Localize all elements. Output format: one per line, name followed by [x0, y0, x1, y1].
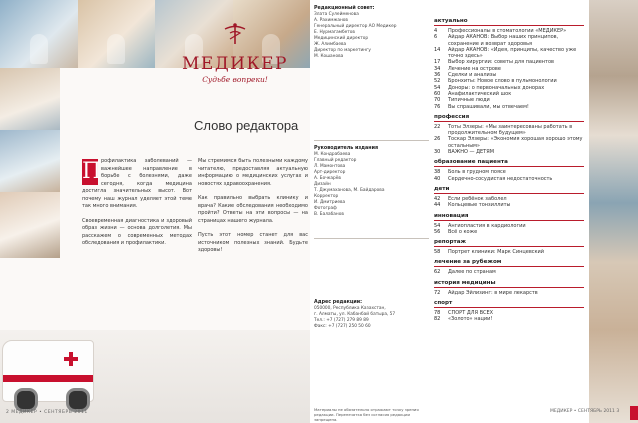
- editorial-column-2: [198, 158, 308, 262]
- toc-title: Далее по странам: [448, 269, 496, 276]
- photo-doctor-patient: [0, 0, 78, 68]
- wheel-icon: [14, 388, 38, 412]
- toc-section-heading: история медицины: [434, 280, 584, 288]
- staff-line: Т. Джумаханова, М. Байдарова: [314, 188, 385, 193]
- staff-line: Директор по маркетингу: [314, 48, 371, 53]
- toc-page-number: 4: [434, 28, 438, 34]
- editorial-page: [0, 0, 310, 423]
- toc-section-heading: лечение за рубежом: [434, 259, 584, 267]
- staff-line: Дизайн: [314, 182, 331, 187]
- toc-title: Ангиопластия в кардиологии: [448, 222, 526, 229]
- toc-item[interactable]: [434, 104, 584, 110]
- toc-page-number: 14: [434, 46, 441, 53]
- photo-child-exam: [78, 0, 156, 68]
- toc-item[interactable]: [434, 316, 584, 322]
- staff-line: Фотограф: [314, 206, 337, 211]
- staff-line: Главный редактор: [314, 158, 357, 163]
- page-title: Слово редактора: [194, 118, 299, 133]
- toc-title: Лечение на острове: [448, 65, 501, 72]
- toc-item[interactable]: [434, 47, 584, 60]
- red-cross-icon: [63, 351, 79, 367]
- toc-title: Портрет клиники: Марк Синцевский: [448, 249, 545, 256]
- staff-line: А. Рахимжанов: [314, 18, 348, 23]
- toc-page-number: 52: [434, 78, 441, 85]
- toc-section-heading: инновация: [434, 213, 584, 221]
- toc-title: Бронхиты: Новое слово в пульмонологии: [448, 78, 557, 85]
- staff-column: [310, 0, 434, 423]
- toc-page-number: 38: [434, 169, 441, 176]
- toc-page-number: 72: [434, 289, 441, 296]
- staff-line: М. Кошанова: [314, 54, 344, 59]
- photo-column-3: [0, 192, 60, 258]
- staff-line: Тел.: +7 (727) 279 89 89: [314, 318, 369, 323]
- toc-title: Айдар АКАНОВ: «Идея, принципы, качество уже точно здесь»: [448, 46, 577, 60]
- toc-item[interactable]: [434, 136, 584, 149]
- toc-item[interactable]: [434, 202, 584, 208]
- photo-column-1: [0, 68, 60, 130]
- staff-line: Генеральный директор АО Медикер: [314, 24, 397, 29]
- toc-page-number: 70: [434, 97, 441, 104]
- toc-title: Всё о коже: [448, 228, 478, 235]
- staff-line: Факс: +7 (727) 250 50 60: [314, 324, 371, 329]
- paragraph: Своевременная диагностика и здоровый образ жизни — основа долголетия. Мы расскажем о современных методах обследования и профилактики.: [82, 217, 192, 246]
- toc-item[interactable]: [434, 290, 584, 296]
- toc-title: Тоты Элзеры: «Мы заинтересованы работать в продолжительном будущем»: [448, 123, 573, 137]
- toc-page-number: 40: [434, 175, 441, 182]
- toc-page-number: 22: [434, 123, 441, 130]
- staff-line: И. Дмитриева: [314, 200, 346, 205]
- divider: [314, 238, 429, 239]
- staff-line: Ж. Алимбаева: [314, 42, 347, 47]
- toc-title: Тоскар Элзеры: «Экономия хорошая хорошо этому остальным»: [448, 136, 583, 149]
- toc-item[interactable]: [434, 124, 584, 137]
- brand-name: МЕДИКЕР: [182, 54, 288, 74]
- staff-heading: Руководитель издания: [314, 146, 379, 151]
- staff-line: Злата Сулейменова: [314, 12, 359, 17]
- toc-section-heading: дети: [434, 186, 584, 194]
- toc-item[interactable]: [434, 249, 584, 255]
- editorial-address: [314, 300, 429, 330]
- paragraph: Пусть этот номер станет для вас источником полезных знаний. Будьте здоровы!: [198, 232, 308, 253]
- photo-column: [0, 68, 60, 258]
- toc-title: Боль в грудном поясе: [448, 169, 506, 176]
- toc-page-number: 42: [434, 195, 441, 202]
- toc-item[interactable]: [434, 229, 584, 235]
- photo-column-2: [0, 130, 60, 192]
- wheel-icon: [66, 388, 90, 412]
- toc-item[interactable]: [434, 269, 584, 275]
- toc-item[interactable]: [434, 149, 584, 155]
- page-footer-left: 2 МЕДИКЕР • СЕНТЯБРЬ 2011: [6, 410, 88, 415]
- drop-cap: П: [82, 159, 102, 184]
- photo-column-right: [589, 0, 638, 423]
- contents-page: [434, 0, 638, 423]
- staff-heading: Адрес редакции:: [314, 300, 363, 305]
- toc-page-number: 62: [434, 269, 441, 276]
- toc-title: Анафилактический шок: [448, 90, 512, 97]
- toc-page-number: 54: [434, 222, 441, 229]
- staff-line: А. Бочкарёв: [314, 176, 341, 181]
- disclaimer: Материалы не обязательно отражают точку зрения редакции. Перепечатка без согласия редакции запрещена.: [314, 407, 419, 422]
- staff-line: Л. Мамонтова: [314, 164, 346, 169]
- toc-section-heading: репортаж: [434, 239, 584, 247]
- staff-line: М. Кондрабаева: [314, 152, 351, 157]
- toc-page-number: 60: [434, 90, 441, 97]
- paragraph: рофилактика заболеваний — важнейшее направление в борьбе с болезнями, даже сегодня, когда медицина достигла значительных высот. Вот почему наш журнал уделяет этой теме так много внимания.: [82, 158, 192, 209]
- toc-title: «Золото» нации!: [448, 316, 493, 323]
- staff-line: Корректор: [314, 194, 339, 199]
- page-tab: [630, 406, 638, 420]
- toc-section-heading: спорт: [434, 300, 584, 308]
- staff-line: Е. Нурмагамбетов: [314, 30, 355, 35]
- toc-page-number: 56: [434, 228, 441, 235]
- toc-page-number: 6: [434, 34, 438, 41]
- staff-line: Медицинский директор: [314, 36, 369, 41]
- staff-line: Арт-директор: [314, 170, 346, 175]
- toc-page-number: 82: [434, 316, 441, 323]
- toc-title: ВАЖНО — ДЕТЯМ: [448, 149, 495, 156]
- toc-title: Сердечно-сосудистая недостаточность: [448, 175, 553, 182]
- staff-heading: Редакционный совет:: [314, 6, 375, 11]
- paragraph: Как правильно выбрать клинику и врача? Какие обследования необходимо пройти? Ответы на эти вопросы — на страницах нашего журнала.: [198, 195, 308, 224]
- toc-item[interactable]: [434, 34, 584, 47]
- toc-title: Профессионалы в стоматологии «МЕДИКЕР»: [448, 28, 567, 34]
- staff-list: [314, 146, 429, 218]
- table-of-contents: [434, 14, 584, 323]
- toc-page-number: 36: [434, 72, 441, 79]
- toc-title: Типичные люди: [448, 97, 490, 104]
- toc-title: Доноры: о первоначальных донорах: [448, 84, 545, 91]
- ambulance-stripe: [3, 375, 93, 382]
- toc-title: Если ребёнок заболел: [448, 195, 507, 202]
- editorial-board: [314, 6, 429, 60]
- toc-page-number: 54: [434, 84, 441, 91]
- toc-title: СПОРТ ДЛЯ ВСЕХ: [448, 310, 494, 317]
- caduceus-icon: [222, 22, 248, 46]
- toc-page-number: 17: [434, 59, 441, 66]
- toc-section-heading: актуально: [434, 18, 584, 26]
- toc-page-number: 76: [434, 103, 441, 110]
- toc-page-number: 44: [434, 202, 441, 209]
- editorial-column-1: [82, 158, 192, 255]
- paragraph: Мы стремимся быть полезными каждому читателю, предоставляя актуальную информацию о медицинских услугах и новостях здравоохранения.: [198, 158, 308, 187]
- staff-line: В. Балабанов: [314, 212, 344, 217]
- toc-section-heading: образование пациента: [434, 159, 584, 167]
- divider: [314, 140, 429, 141]
- page-footer-right: МЕДИКЕР • СЕНТЯБРЬ 2011 3: [550, 409, 620, 414]
- toc-title: Айдар Эйлизинг: в мире лекарств: [448, 289, 538, 296]
- toc-page-number: 26: [434, 136, 441, 143]
- toc-title: Айдар АКАНОВ: Выбор наших принципов, сохранение и возврат здоровья: [448, 34, 559, 47]
- toc-page-number: 34: [434, 65, 441, 72]
- toc-title: Вы спрашивали, мы отвечаем!: [448, 103, 529, 110]
- toc-title: Сделки и анализы: [448, 72, 497, 79]
- toc-title: Кольцевые тонзиллиты: [448, 202, 511, 209]
- toc-page-number: 78: [434, 310, 441, 317]
- toc-page-number: 30: [434, 149, 441, 156]
- toc-section-heading: профессия: [434, 114, 584, 122]
- brand-logo: [180, 22, 290, 94]
- toc-item[interactable]: [434, 176, 584, 182]
- staff-line: г. Алматы, ул. Кабанбай батыра, 57: [314, 312, 396, 317]
- toc-title: Выбор хирургии: советы для пациентов: [448, 59, 554, 66]
- toc-page-number: 58: [434, 249, 441, 256]
- brand-tagline: Судьбе вопреки!: [202, 75, 268, 84]
- staff-line: 050000, Республика Казахстан,: [314, 306, 386, 311]
